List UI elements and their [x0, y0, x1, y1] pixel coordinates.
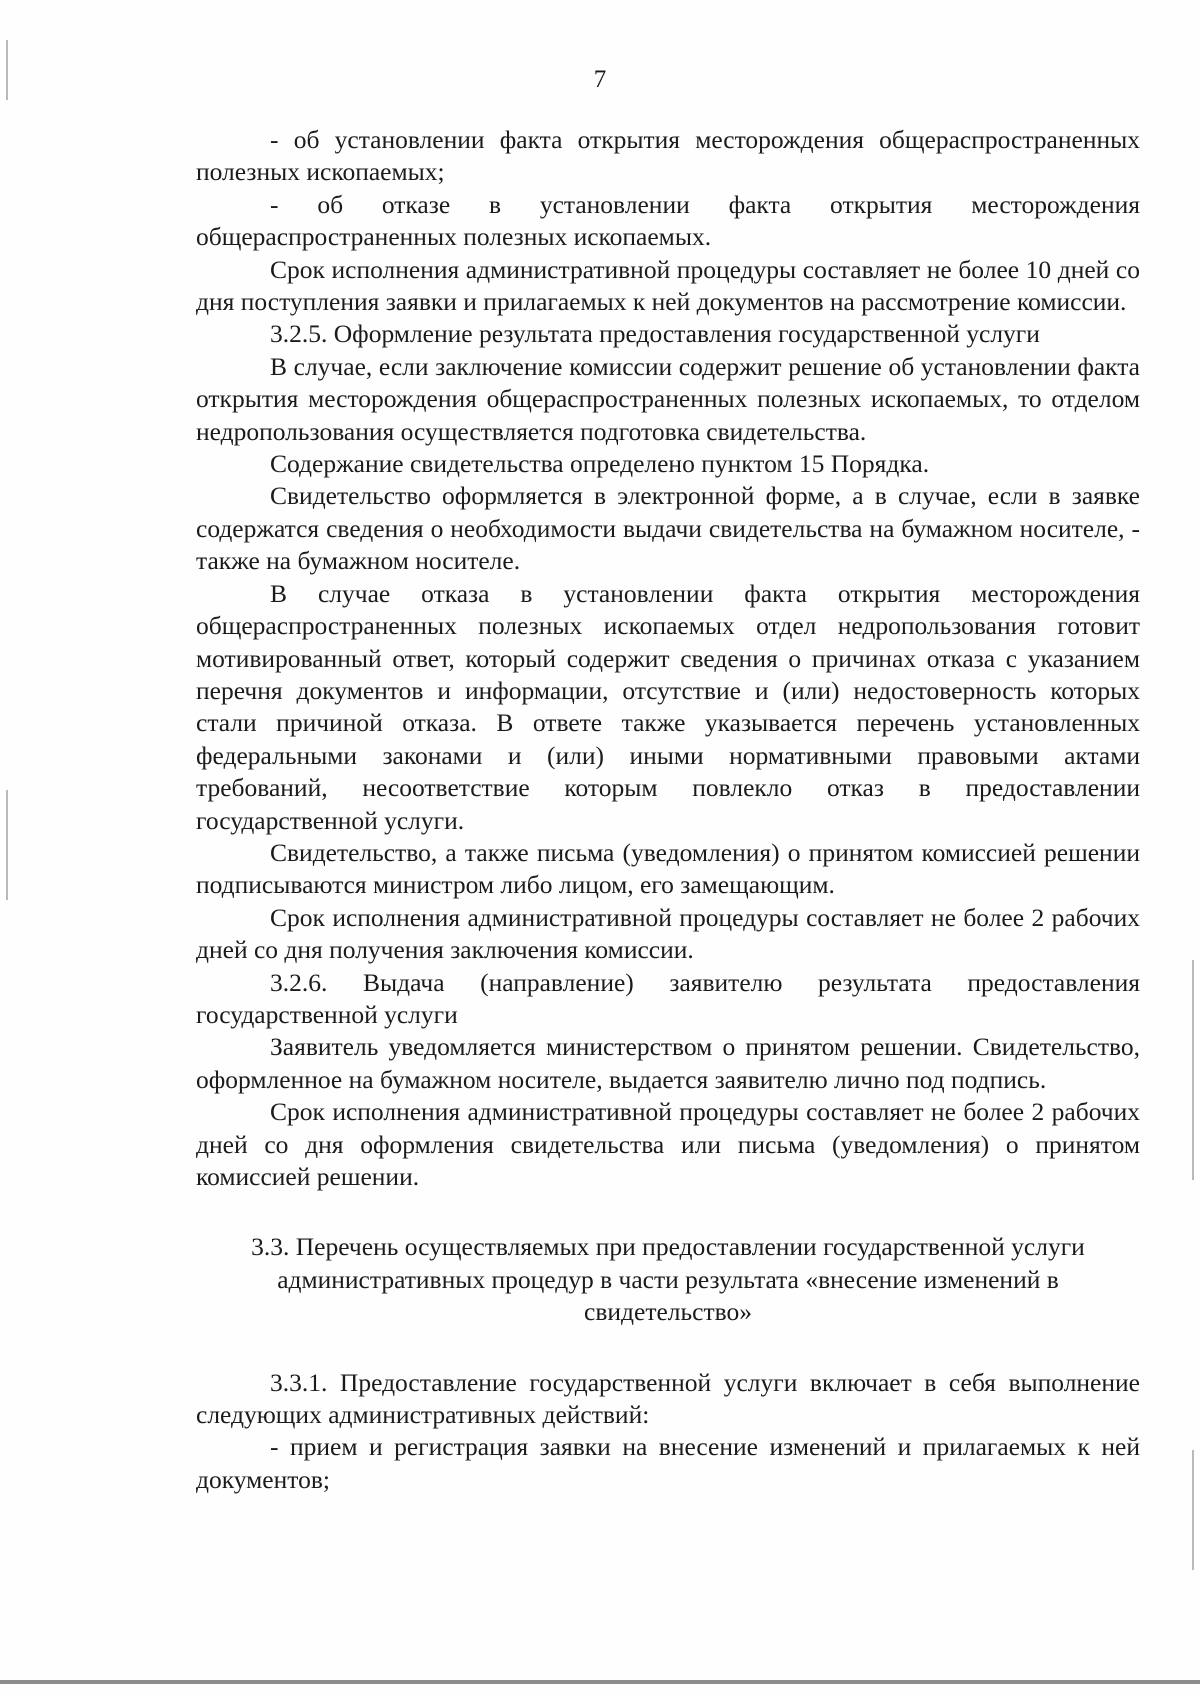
subsection-title: 3.2.6. Выдача (направление) заявителю результата предоставления государственной услуги — [196, 967, 1140, 1029]
paragraph: Заявитель уведомляется министерством о принятом решении. Свидетельство, оформленное на бумажном носителе, выдается заявителю лично под подпись. — [196, 1032, 1140, 1094]
scan-margin-mark — [1192, 1450, 1194, 1570]
paragraph: Содержание свидетельства определено пунктом 15 Порядка. — [270, 449, 930, 479]
paragraph: Срок исполнения административной процедуры составляет не более 2 рабочих дней со дня оформления свидетельства или письма (уведомления) о принятом комиссией решении. — [196, 1097, 1140, 1191]
scan-margin-mark — [6, 40, 8, 100]
scan-margin-mark — [1192, 960, 1194, 1180]
scan-bottom-edge — [0, 1680, 1200, 1684]
paragraph: - об отказе в установлении факта открытия месторождения общераспространенных полезных ископаемых. — [196, 189, 1140, 252]
paragraph: В случае, если заключение комиссии содержит решение об установлении факта открытия месторождения общераспространенных полезных ископаемых, то отделом недропользования осуществляется подготовка свидетельства. — [196, 351, 1140, 446]
paragraph: Свидетельство оформляется в электронной форме, а в случае, если в заявке содержатся сведения о необходимости выдачи свидетельства на бумажном носителе, - также на бумажном носителе. — [196, 481, 1140, 576]
paragraph: Срок исполнения административной процедуры составляет не более 2 рабочих дней со дня получения заключения комиссии. — [196, 902, 1140, 965]
paragraph: В случае отказа в установлении факта открытия месторождения общераспространенных полезных ископаемых отдел недропользования готовит мотивированный ответ, который содержит сведения о причинах отказа с указанием перечня документов и информации, отсутствие и (или) недостоверность которых стали причиной отказа. В ответе также указывается перечень установленных федеральными законами и (или) иными нормативными правовыми актами требований, несоответствие которым повлекло отказ в предоставлении государственной услуги. — [196, 578, 1140, 835]
paragraph: Свидетельство, а также письма (уведомления) о принятом комиссией решении подписываются министром либо лицом, его замещающим. — [196, 837, 1140, 900]
scan-margin-mark — [6, 790, 8, 900]
section-heading: 3.3. Перечень осуществляемых при предоставлении государственной услуги административных процедур в части результата «внесение изменений в свидетельство» — [251, 1232, 1085, 1327]
page-number: 7 — [593, 66, 607, 93]
paragraph: 3.3.1. Предоставление государственной услуги включает в себя выполнение следующих административных действий: — [196, 1367, 1140, 1430]
paragraph: Срок исполнения административной процедуры составляет не более 10 дней со дня поступления заявки и прилагаемых к ней документов на рассмотрение комиссии. — [196, 254, 1140, 317]
paragraph: - прием и регистрация заявки на внесение изменений и прилагаемых к ней документов; — [196, 1432, 1140, 1494]
paragraph: - об установлении факта открытия месторождения общераспространенных полезных ископаемых; — [196, 125, 1140, 187]
document-body — [196, 124, 1140, 1496]
subsection-title: 3.2.5. Оформление результата предоставления государственной услуги — [270, 319, 1040, 349]
